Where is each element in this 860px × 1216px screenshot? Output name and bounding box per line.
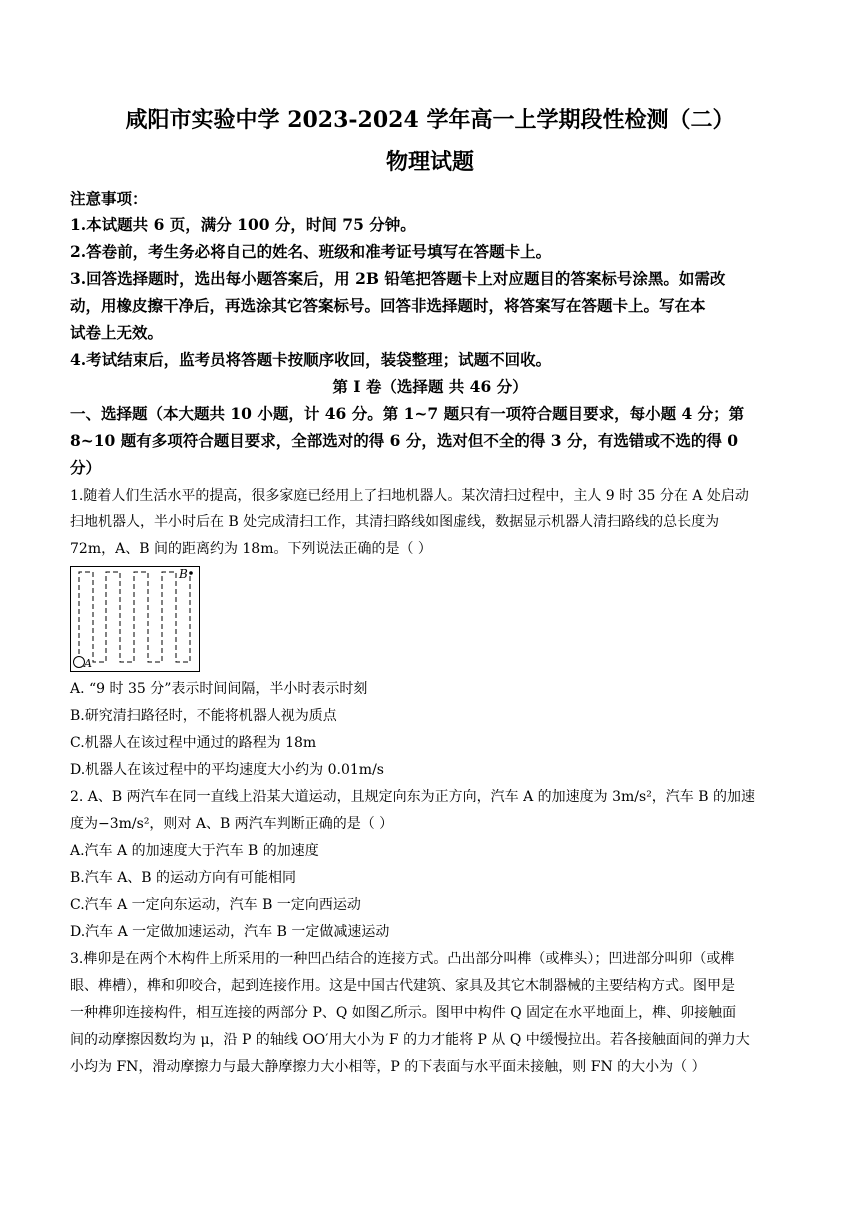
question-1-text: 1.随着人们生活水平的提高，很多家庭已经用上了扫地机器人。某次清扫过程中，主人 9 时 35 分在 A 处启动 bbox=[70, 488, 749, 504]
section-instruction: 一、选择题（本大题共 10 小题，计 46 分。第 1~7 题只有一项符合题目要求，每小题 4 分；第 bbox=[70, 404, 745, 423]
start-point-a-marker bbox=[74, 657, 85, 668]
question-3-text: 一种榫卯连接构件，相互连接的两部分 P、Q 如图乙所示。图甲中构件 Q 固定在水平地面上，榫、卯接触面 bbox=[70, 1005, 737, 1021]
cleaning-path-diagram bbox=[70, 566, 200, 672]
label-b: B bbox=[179, 567, 188, 581]
question-3-text: 3.榫卯是在两个木构件上所采用的一种凹凸结合的连接方式。凸出部分叫榫（或榫头）；凹进部分叫卯（或榫 bbox=[70, 951, 735, 967]
question-1-text: 扫地机器人，半小时后在 B 处完成清扫工作，其清扫路线如图虚线，数据显示机器人清扫路线的总长度为 bbox=[70, 514, 720, 530]
question-3-text: 眼、榫槽），榫和卯咬合，起到连接作用。这是中国古代建筑、家具及其它木制器械的主要结构方式。图甲是 bbox=[70, 978, 735, 994]
question-1-option-c: C.机器人在该过程中通过的路程为 18m bbox=[70, 735, 317, 751]
note-line: 动，用橡皮擦干净后，再选涂其它答案标号。回答非选择题时，将答案写在答题卡上。写在本 bbox=[70, 296, 706, 315]
label-a: A bbox=[84, 657, 92, 670]
note-line: 4.考试结束后，监考员将答题卡按顺序收回，装袋整理；试题不回收。 bbox=[70, 350, 552, 369]
end-point-b-marker bbox=[189, 571, 193, 575]
question-2-option-b: B.汽车 A、B 的运动方向有可能相同 bbox=[70, 870, 297, 886]
section-title: 第 I 卷（选择题 共 46 分） bbox=[332, 377, 528, 396]
question-2-text: 2. A、B 两汽车在同一直线上沿某大道运动，且规定向东为正方向，汽车 A 的加速度为 3m/s²，汽车 B 的加速 bbox=[70, 789, 755, 805]
question-1-option-a: A. “9 时 35 分”表示时间间隔，半小时表示时刻 bbox=[70, 681, 368, 697]
note-line: 试卷上无效。 bbox=[70, 323, 164, 342]
question-1-text: 72m，A、B 间的距离约为 18m。下列说法正确的是（ ） bbox=[70, 541, 432, 557]
question-2-option-c: C.汽车 A 一定向东运动，汽车 B 一定向西运动 bbox=[70, 897, 361, 913]
room-outline bbox=[71, 567, 200, 672]
cleaning-route-dashed-line bbox=[79, 572, 190, 662]
question-2-option-a: A.汽车 A 的加速度大于汽车 B 的加速度 bbox=[70, 843, 319, 859]
question-3-text: 间的动摩擦因数均为 μ，沿 P 的轴线 OO′用大小为 F 的力才能将 P 从 Q 中缓慢拉出。若各接触面间的弹力大 bbox=[70, 1032, 750, 1048]
note-line: 1.本试题共 6 页，满分 100 分，时间 75 分钟。 bbox=[70, 215, 416, 234]
question-1-option-d: D.机器人在该过程中的平均速度大小约为 0.01m/s bbox=[70, 762, 384, 778]
section-instruction: 分） bbox=[70, 458, 102, 477]
question-3-text: 小均为 FN，滑动摩擦力与最大静摩擦力大小相等，P 的下表面与水平面未接触，则 FN 的大小为（ ） bbox=[70, 1059, 706, 1075]
note-line: 3.回答选择题时，选出每小题答案后，用 2B 铅笔把答题卡上对应题目的答案标号涂黑。如需改 bbox=[70, 269, 726, 288]
exam-subtitle: 物理试题 bbox=[385, 149, 474, 175]
question-2-text: 度为−3m/s²，则对 A、B 两汽车判断正确的是（ ） bbox=[70, 816, 394, 832]
notes-heading: 注意事项： bbox=[70, 189, 148, 208]
question-1-option-b: B.研究清扫路径时，不能将机器人视为质点 bbox=[70, 708, 337, 724]
exam-title: 咸阳市实验中学 2023-2024 学年高一上学期段性检测（二） bbox=[125, 107, 735, 133]
note-line: 2.答卷前，考生务必将自己的姓名、班级和准考证号填写在答题卡上。 bbox=[70, 242, 552, 261]
question-2-option-d: D.汽车 A 一定做加速运动，汽车 B 一定做减速运动 bbox=[70, 924, 390, 940]
section-instruction: 8~10 题有多项符合题目要求，全部选对的得 6 分，选对但不全的得 3 分，有选错或不选的得 0 bbox=[70, 431, 739, 450]
